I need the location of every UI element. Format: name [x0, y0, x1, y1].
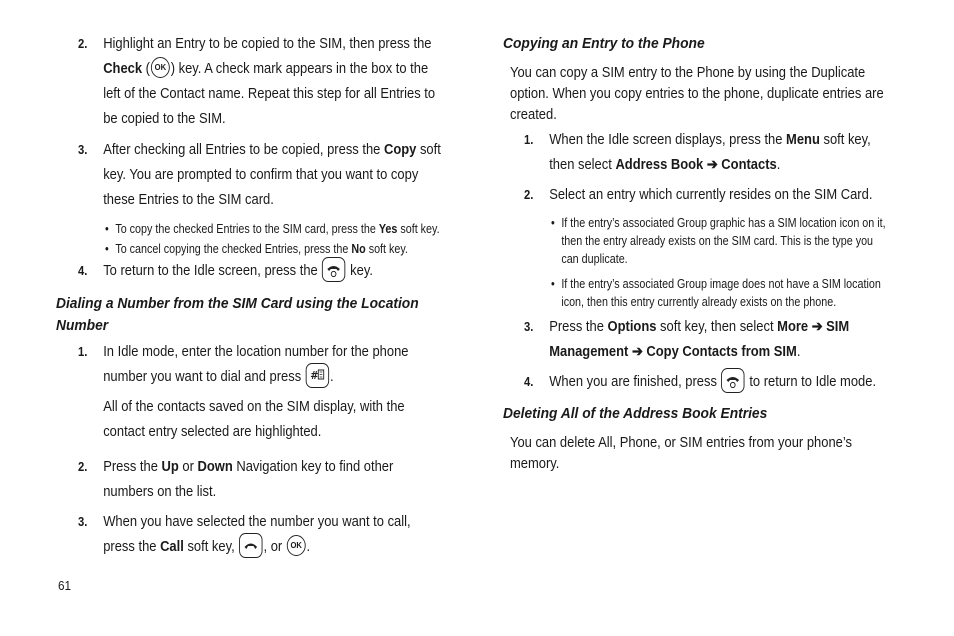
- step-text: .: [796, 344, 801, 360]
- step-text: soft: [416, 142, 441, 158]
- step-text: [103, 57, 435, 82]
- step-text: [549, 153, 871, 178]
- bullet-dot-icon: •: [105, 222, 109, 236]
- step-text: numbers on the list.: [103, 484, 217, 500]
- page-number: 61: [58, 578, 72, 593]
- bullet-line: icon, then this entry currently already exists on the phone.: [561, 295, 837, 309]
- ok-key-icon: OK: [151, 57, 170, 78]
- step-text: In Idle mode, enter the location number for the phone: [103, 344, 409, 360]
- step-text: soft key, then select: [656, 319, 778, 335]
- step-number: 2.: [78, 460, 88, 474]
- step-text: .: [776, 157, 781, 173]
- step-number: 4.: [78, 264, 88, 278]
- menu-path-label: More ➔ SIM: [777, 319, 850, 335]
- call-key-label: Call: [160, 539, 184, 555]
- step-text: Press the: [103, 459, 162, 475]
- bullet-text: [115, 220, 439, 238]
- step-number: 1.: [78, 345, 88, 359]
- step-text: When you are finished, press: [549, 374, 721, 390]
- paragraph: [510, 433, 852, 475]
- step-text: soft key,: [183, 539, 239, 555]
- step-text: When the Idle screen displays, press the: [549, 132, 787, 148]
- step-text: Press the: [549, 319, 608, 335]
- paragraph-line: option. When you copy entries to the phone, duplicate entries are: [510, 86, 884, 102]
- check-key-label: Check: [103, 61, 143, 77]
- pound-key-icon: [306, 363, 329, 388]
- bullet-line: then the entry already exists on the SIM card. This is the type you: [561, 234, 874, 248]
- step-text: key. You are prompted to confirm that you want to copy: [103, 167, 419, 183]
- step-number: 3.: [78, 143, 88, 157]
- heading-line: Dialing a Number from the SIM Card using the Location: [56, 295, 419, 312]
- step-text: All of the contacts saved on the SIM display, with the: [103, 399, 405, 415]
- step-text: When you have selected the number you want to call,: [103, 514, 411, 530]
- step-text: After checking all Entries to be copied, press the: [103, 142, 384, 158]
- copy-key-label: Copy: [383, 142, 417, 158]
- menu-key-label: Menu: [786, 132, 820, 148]
- step-text: ) key. A check mark appears in the box to the: [170, 61, 429, 77]
- svg-text:#: #: [310, 369, 319, 382]
- bullet-text: To cancel copying the checked Entries, press the: [115, 242, 352, 256]
- menu-path-label: Management ➔ Copy Contacts from SIM: [549, 344, 797, 360]
- step-text: [103, 138, 441, 163]
- step-text: [549, 315, 849, 340]
- step-text: To return to the Idle screen, press the: [103, 263, 322, 279]
- step-text: [103, 259, 373, 284]
- step-number: 2.: [524, 188, 534, 202]
- section-heading: [56, 293, 419, 337]
- step-text: key.: [346, 263, 373, 279]
- yes-key-label: Yes: [378, 222, 398, 236]
- paragraph-line: created.: [510, 107, 557, 123]
- bullet-text: [115, 240, 408, 258]
- bullet-text: soft key.: [397, 222, 440, 236]
- end-key-icon: [322, 257, 345, 282]
- step-text: or: [178, 459, 198, 475]
- bullet-dot-icon: •: [105, 242, 109, 256]
- bullet-text: [561, 275, 881, 311]
- step-text: to return to Idle mode.: [745, 374, 877, 390]
- step-text: contact entry selected are highlighted.: [103, 424, 322, 440]
- paragraph-line: You can delete All, Phone, or SIM entries from your phone’s: [510, 435, 852, 451]
- step-text: Highlight an Entry to be copied to the SIM, then press the: [103, 36, 432, 52]
- section-heading: Copying an Entry to the Phone: [503, 35, 705, 52]
- step-text: press the: [103, 539, 161, 555]
- step-text: .: [329, 369, 334, 385]
- end-key-icon: [721, 368, 744, 393]
- ok-key-icon: OK: [287, 535, 306, 556]
- step-number: 1.: [524, 133, 534, 147]
- paragraph-line: You can copy a SIM entry to the Phone by using the Duplicate: [510, 65, 866, 81]
- step-text: number you want to dial and press: [103, 369, 305, 385]
- step-text: left of the Contact name. Repeat this step for all Entries to: [103, 86, 436, 102]
- down-key-label: Down: [197, 459, 233, 475]
- bullet-line: can duplicate.: [561, 252, 628, 266]
- step-number: 3.: [524, 320, 534, 334]
- menu-path-label: Address Book ➔ Contacts: [615, 157, 777, 173]
- step-text: Navigation key to find other: [232, 459, 394, 475]
- paragraph: [510, 63, 884, 126]
- step-text: [549, 128, 871, 153]
- step-number: 4.: [524, 375, 534, 389]
- step-text: , or: [263, 539, 286, 555]
- bullet-line: If the entry’s associated Group graphic has a SIM location icon on it,: [561, 216, 886, 230]
- heading-line: Number: [56, 317, 109, 334]
- up-key-label: Up: [161, 459, 179, 475]
- bullet-dot-icon: •: [551, 216, 555, 230]
- step-number: 2.: [78, 37, 88, 51]
- bullet-text: To copy the checked Entries to the SIM card, press the: [115, 222, 379, 236]
- step-text: these Entries to the SIM card.: [103, 192, 274, 208]
- step-text: [103, 365, 408, 390]
- step-text: be copied to the SIM.: [103, 111, 226, 127]
- paragraph-line: memory.: [510, 456, 560, 472]
- step-text: (: [142, 61, 150, 77]
- step-number: 3.: [78, 515, 88, 529]
- bullet-text: [561, 214, 885, 268]
- send-key-icon: [239, 533, 262, 558]
- section-heading: Deleting All of the Address Book Entries: [503, 405, 768, 422]
- step-text: [549, 370, 876, 395]
- step-text: soft key,: [819, 132, 871, 148]
- bullet-text: soft key.: [365, 242, 408, 256]
- step-text: [103, 535, 410, 560]
- no-key-label: No: [351, 242, 366, 256]
- options-key-label: Options: [607, 319, 657, 335]
- bullet-dot-icon: •: [551, 277, 555, 291]
- step-text: [549, 340, 849, 365]
- step-text: [103, 455, 393, 480]
- step-text: Select an entry which currently resides on the SIM Card.: [549, 187, 873, 203]
- step-text: then select: [549, 157, 616, 173]
- step-text: .: [306, 539, 311, 555]
- bullet-line: If the entry’s associated Group image does not have a SIM location: [561, 277, 881, 291]
